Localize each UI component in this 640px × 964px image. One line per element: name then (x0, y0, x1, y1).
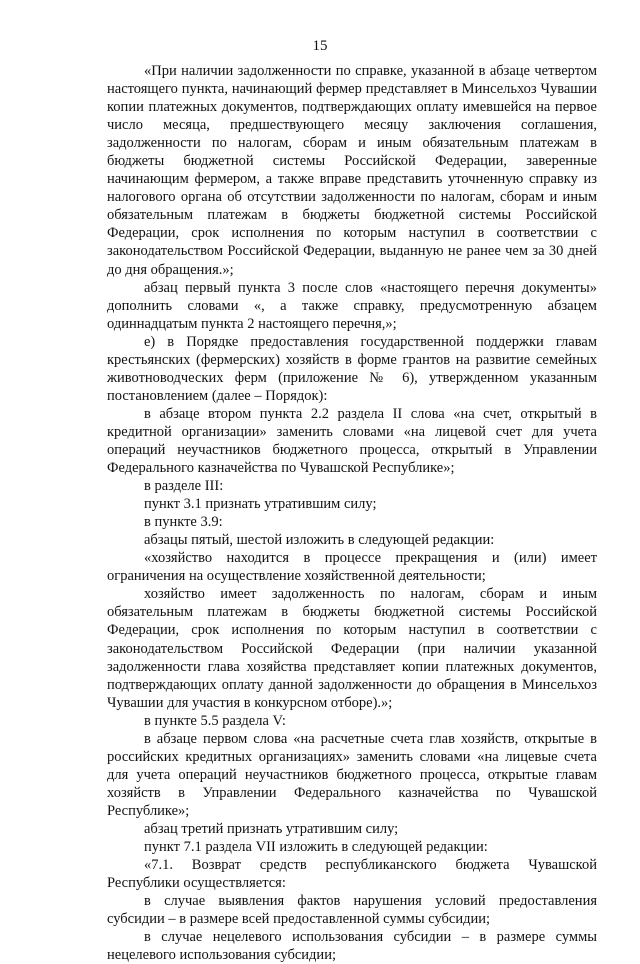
paragraph: абзацы пятый, шестой изложить в следующей редакции: (144, 532, 495, 549)
paragraph: пункт 7.1 раздела VII изложить в следующей редакции: (144, 839, 488, 856)
document-body (107, 62, 597, 964)
page-number: 15 (312, 38, 328, 54)
paragraph: пункт 3.1 признать утратившим силу; (144, 496, 377, 513)
paragraph: в разделе III: (144, 478, 224, 495)
paragraph: в пункте 3.9: (144, 514, 223, 531)
paragraph: «При наличии задолженности по справке, указанной в абзаце четвертом настоящего пункта, начинающий фермер представляет в Минсельхоз Чувашии копии платежных документов, подтверждающих оплату имевшейся на первое число месяца, предшествующего месяцу заключения соглашения, задолженности по налогам, сборам и иным обязательным платежам в бюджеты бюджетной системы Российской Федерации, заверенные начинающим фермером, а также вправе представить уточненную справку из налогового органа об отсутствии задолженности по налогам, сборам и иным обязательным платежам в бюджеты бюджетной системы Российской Федерации, срок исполнения по которым наступил в соответствии с законодательством Российской Федерации, выданную не ранее чем за 30 дней до дня обращения.»; (107, 63, 597, 278)
paragraph: в абзаце первом слова «на расчетные счета глав хозяйств, открытые в российских кредитных организациях» заменить словами «на лицевые счета для учета операций неучастников бюджетного процесса, открытые главам хозяйств в Управлении Федерального казначейства по Чувашской Республике»; (107, 730, 597, 819)
paragraph: абзац первый пункта 3 после слов «настоящего перечня документы» дополнить словами «, а также справку, предусмотренную абзацем одиннадцатым пункта 2 настоящего перечня,»; (107, 279, 597, 332)
paragraph: е) в Порядке предоставления государственной поддержки главам крестьянских (фермерских) хозяйств в форме грантов на развитие семейных животноводческих ферм (приложение № 6), утвержденном указанным постановлением (далее – Порядок): (107, 333, 597, 404)
paragraph: в пункте 5.5 раздела V: (144, 712, 286, 729)
paragraph: хозяйство имеет задолженность по налогам, сборам и иным обязательным платежам в бюджеты бюджетной системы Российской Федерации, срок исполнения по которым наступил в соответствии с законодательством Российской Федерации (при наличии указанной задолженности глава хозяйства представляет копии платежных документов, подтверждающих оплату данной задолженности до обращения в Минсельхоз Чувашии для участия в конкурсном отборе).»; (107, 586, 597, 711)
paragraph: абзац третий признать утратившим силу; (144, 820, 399, 837)
paragraph: «хозяйство находится в процессе прекращения и (или) имеет ограничения на осуществление хозяйственной деятельности; (107, 550, 597, 585)
paragraph: в случае нецелевого использования субсидии – в размере суммы нецелевого использования субсидии; (107, 929, 597, 964)
paragraph: в случае выявления фактов нарушения условий предоставления субсидии – в размере всей предоставленной суммы субсидии; (107, 893, 597, 928)
paragraph: в абзаце втором пункта 2.2 раздела II слова «на счет, открытый в кредитной организации» заменить словами «на лицевой счет для учета операций неучастников бюджетного процесса, открытый в Управлении Федерального казначейства по Чувашской Республике»; (107, 405, 597, 477)
paragraph: «7.1. Возврат средств республиканского бюджета Чувашской Республики осуществляется: (107, 857, 597, 892)
